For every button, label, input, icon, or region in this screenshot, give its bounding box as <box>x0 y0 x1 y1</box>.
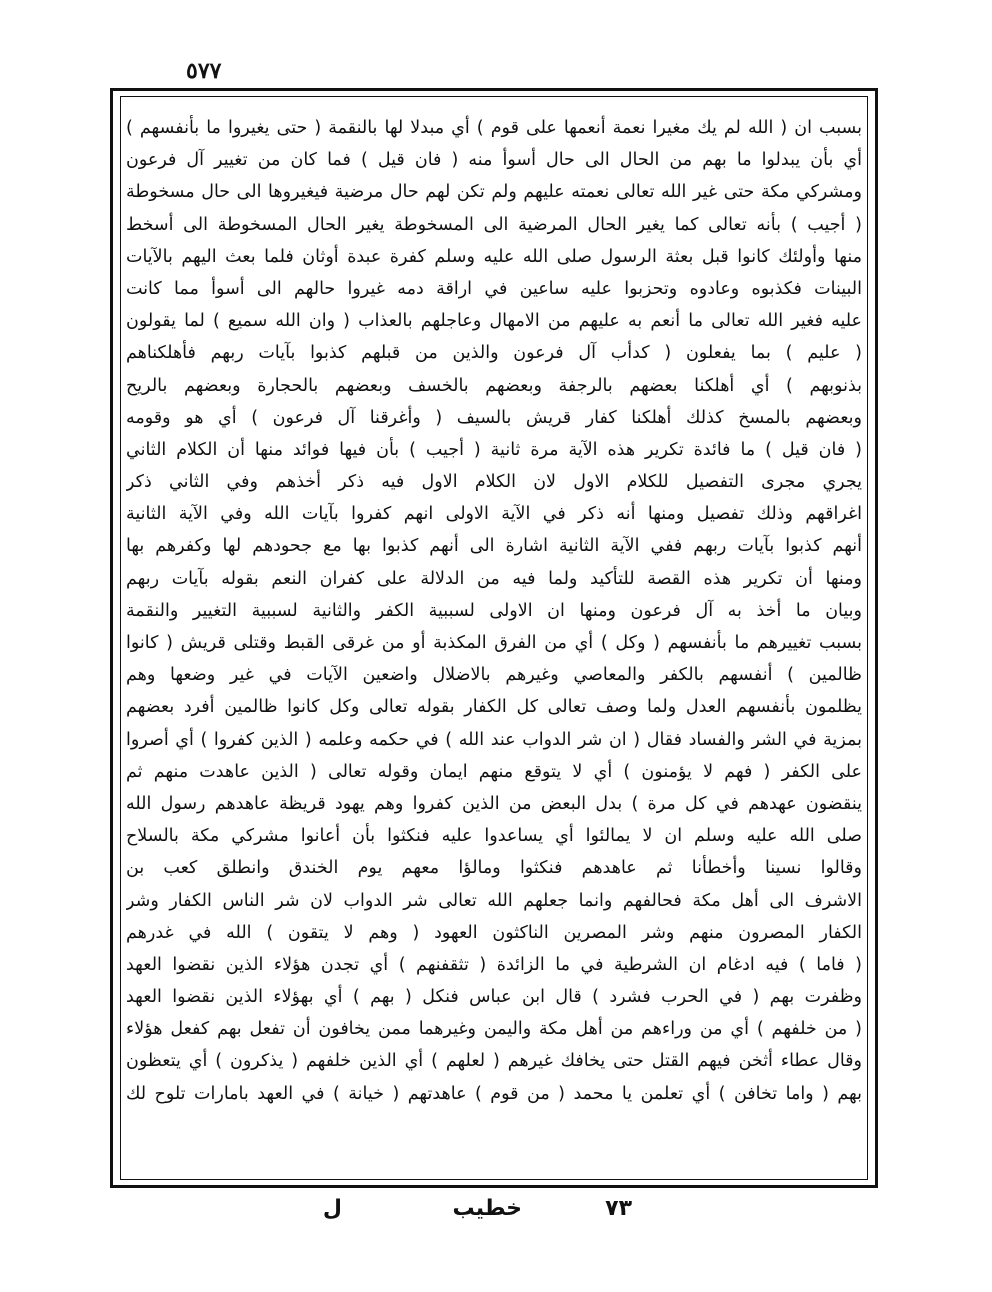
text-line: ظالمين ) أنفسهم بالكفر والمعاصي وغيرهم بالاضلال واضعين الآيات في غير وضعها وهم <box>126 665 862 686</box>
page-number: ٥٧٧ <box>186 58 222 84</box>
text-line: بذنوبهم ) أي أهلكنا بعضهم بالرجفة وبعضهم بالخسف وبعضهم بالحجارة وبعضهم بالريح <box>126 375 862 396</box>
footer-number: ٧٣ <box>605 1196 632 1221</box>
text-line: بمزية في الشر والفساد فقال ( ان شر الدواب عند الله ) في حكمه وعلمه ( الذين كفروا ) أي أصروا <box>126 729 862 750</box>
text-line: وظفرت بهم ( في الحرب فشرد ) قال ابن عباس فنكل ( بهم ) أي بهؤلاء الذين نقضوا العهد <box>126 987 862 1008</box>
text-line: يظلمون بأنفسهم العدل ولما وصف تعالى كل الكفار بقوله تعالى وكل كانوا ظالمين أفرد بعضهم <box>126 697 862 718</box>
text-line: صلى الله عليه وسلم ان لا يمالئوا أي يساعدوا عليه فنكثوا بأن أعانوا مشركي مكة بالسلاح <box>126 826 862 847</box>
footer-letter: ل <box>322 1196 342 1221</box>
text-line: وبيان ما أخذ به آل فرعون ومنها ان الاولى لسببية الكفر والثانية لسببية التغيير والنقمة <box>126 600 862 621</box>
text-line: وقال عطاء أثخن فيهم القتل حتى يخافك غيرهم ( لعلهم ) أي الذين خلفهم ( يذكرون ) أي يتعظون <box>126 1051 862 1072</box>
text-line: ( عليم ) بما يفعلون ( كدأب آل فرعون والذين من قبلهم كذبوا بآيات ربهم فأهلكناهم <box>126 343 862 364</box>
text-line: ( فاما ) فيه ادغام ان الشرطية في ما الزائدة ( تثقفنهم ) أي تجدن هؤلاء الذين نقضوا العهد <box>126 954 862 975</box>
text-line: اغراقهم وذلك تفصيل ومنها أنه ذكر في الآية الاولى انهم كفروا بآيات الله وفي الآية الثانية <box>126 504 862 525</box>
text-line: ومنها أن تكرير هذه القصة للتأكيد ولما فيه من الدلالة على كفران النعم بقوله بآيات ربهم <box>126 568 862 589</box>
text-line: ومشركي مكة حتى غير الله تعالى نعمته عليهم ولم تكن لهم حال مرضية فيغيروها الى حال مسخوطة <box>126 182 862 203</box>
text-line: الاشرف الى أهل مكة فحالفهم وانما جعلهم الله تعالى شر الدواب لان شر الناس الكفار وشر <box>126 890 862 911</box>
text-line: البينات فكذبوه وعادوه وتحزبوا عليه ساعين في اراقة دمه غيروا حالهم الى أسوأ مما كانت <box>126 278 862 299</box>
text-line: بسبب ان ( الله لم يك مغيرا نعمة أنعمها على قوم ) أي مبدلا لها بالنقمة ( حتى يغيروا ما بأنفسهم ) <box>126 118 862 138</box>
text-line: الكفار المصرون منهم وشر المصرين الناكثون العهود ( وهم لا يتقون ) الله في غدرهم <box>126 922 862 943</box>
text-line: وبعضهم بالمسخ كذلك أهلكنا كفار قريش بالسيف ( وأغرقنا آل فرعون ) أي هو وقومه <box>126 407 862 428</box>
text-line: ( أجيب ) بأنه تعالى كما يغير الحال المرضية الى المسخوطة يغير الحال المسخوطة الى أسخط <box>126 214 862 235</box>
text-line: بسبب تغييرهم ما بأنفسهم ( وكل ) أي من الفرق المكذبة أو من غرقى القبط وقتلى قريش ( كانوا <box>126 633 862 653</box>
text-body <box>126 112 862 1176</box>
text-line: يجري مجرى التفصيل للكلام الاول لان الكلام الاول فيه ذكر أخذهم وفي الثاني ذكر <box>126 472 862 493</box>
text-line: أنهم كذبوا بآيات ربهم ففي الآية الثانية اشارة الى أنهم كذبوا بها مع جحودهم لها وكفرهم بها <box>126 536 862 557</box>
text-line: ( فان قيل ) ما فائدة تكرير هذه الآية مرة ثانية ( أجيب ) بأن فيها فوائد منها أن الكلام الثاني <box>126 439 862 460</box>
footer-signature: خطيب <box>452 1196 522 1221</box>
text-line: أي بأن يبدلوا ما بهم من الحال الى حال أسوأ منه ( فان قيل ) فما كان من تغيير آل فرعون <box>126 150 862 171</box>
text-line: ( من خلفهم ) أي من وراءهم من أهل مكة واليمن وغيرهما ممن يخافون أن تفعل بهم كفعل هؤلاء <box>126 1019 862 1040</box>
text-line: منها وأولئك كانوا قبل بعثة الرسول صلى الله عليه وسلم كفرة عبدة أوثان فلما بعث اليهم بالآيات <box>126 246 862 267</box>
text-line: وقالوا نسينا وأخطأنا ثم عاهدهم فنكثوا ومالؤا معهم يوم الخندق وانطلق كعب بن <box>126 858 862 879</box>
text-line: عليه فغير الله تعالى ما أنعم به عليهم من الامهال وعاجلهم بالعذاب ( وان الله سميع ) لما يقولون <box>126 311 862 332</box>
text-line: ينقضون عهدهم في كل مرة ) بدل البعض من الذين كفروا وهم يهود قريظة عاهدهم رسول الله <box>126 793 862 814</box>
text-line: على الكفر ( فهم لا يؤمنون ) أي لا يتوقع منهم ايمان وقوله تعالى ( الذين عاهدت منهم ثم <box>126 761 862 782</box>
text-line: بهم ( واما تخافن ) أي تعلمن يا محمد ( من قوم ) عاهدتهم ( خيانة ) في العهد بامارات تلوح لك <box>126 1083 862 1104</box>
page-footer <box>0 1196 992 1236</box>
